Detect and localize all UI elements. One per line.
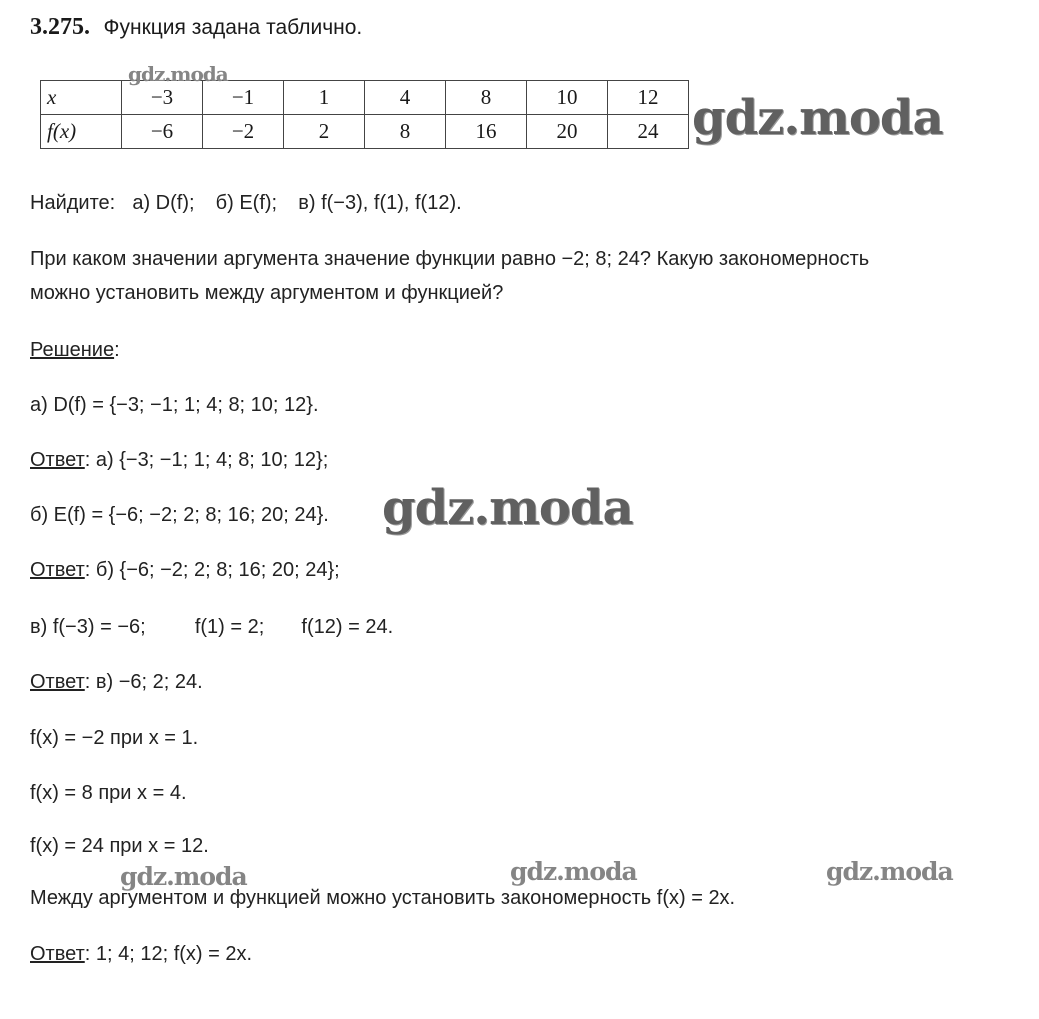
x-cell: 12 bbox=[608, 81, 689, 115]
watermark-logo: gdz.moda bbox=[128, 62, 228, 86]
watermark-logo: gdz.moda bbox=[826, 857, 953, 886]
f-cell: −2 bbox=[203, 115, 284, 149]
find-label: Найдите: bbox=[30, 192, 116, 214]
x-cell: 1 bbox=[284, 81, 365, 115]
solution-label: Решение bbox=[30, 339, 115, 361]
question-line-2: можно установить между аргументом и функцией? bbox=[30, 282, 504, 304]
x-cell: 8 bbox=[446, 81, 527, 115]
result-line-1: f(x) = −2 при x = 1. bbox=[30, 727, 199, 749]
answer-c-line bbox=[30, 671, 203, 694]
watermark-logo: gdz.moda bbox=[120, 862, 247, 891]
pattern-line: Между аргументом и функцией можно установить закономерность f(x) = 2x. bbox=[30, 887, 736, 909]
x-cell: −3 bbox=[122, 81, 203, 115]
x-cell: 10 bbox=[527, 81, 608, 115]
find-a: а) D(f); bbox=[132, 192, 195, 214]
solution-part-c bbox=[30, 616, 393, 639]
result-line-3: f(x) = 24 при x = 12. bbox=[30, 835, 209, 857]
answer-label: Ответ bbox=[30, 449, 85, 471]
answer-label: Ответ bbox=[30, 559, 85, 581]
watermark-logo: gdz.moda bbox=[510, 857, 637, 886]
answer-label: Ответ bbox=[30, 943, 85, 965]
solution-colon: : bbox=[114, 339, 120, 361]
f-row bbox=[41, 115, 689, 149]
answer-c: : в) −6; 2; 24. bbox=[84, 671, 203, 693]
solution-part-b: б) E(f) = {−6; −2; 2; 8; 16; 20; 24}. bbox=[30, 504, 329, 526]
x-cell: −1 bbox=[203, 81, 284, 115]
answer-label: Ответ bbox=[30, 671, 85, 693]
problem-header bbox=[30, 14, 362, 41]
problem-title: Функция задана таблично. bbox=[103, 16, 363, 39]
question-line-1: При каком значении аргумента значение функции равно −2; 8; 24? Какую закономерность bbox=[30, 248, 870, 270]
part-c-3: f(12) = 24. bbox=[301, 616, 394, 638]
find-b: б) E(f); bbox=[215, 192, 278, 214]
answer-a: : а) {−3; −1; 1; 4; 8; 10; 12}; bbox=[84, 449, 329, 471]
f-cell: 8 bbox=[365, 115, 446, 149]
final-answer-line bbox=[30, 943, 252, 966]
answer-b: : б) {−6; −2; 2; 8; 16; 20; 24}; bbox=[84, 559, 340, 581]
f-cell: 20 bbox=[527, 115, 608, 149]
answer-b-line bbox=[30, 559, 340, 582]
answer-a-line bbox=[30, 449, 328, 472]
f-cell: −6 bbox=[122, 115, 203, 149]
f-cell: 16 bbox=[446, 115, 527, 149]
solution-part-a: а) D(f) = {−3; −1; 1; 4; 8; 10; 12}. bbox=[30, 394, 319, 416]
find-c: в) f(−3), f(1), f(12). bbox=[298, 192, 462, 214]
problem-number: 3.275. bbox=[30, 14, 90, 40]
result-line-2: f(x) = 8 при x = 4. bbox=[30, 782, 187, 804]
x-cell: 4 bbox=[365, 81, 446, 115]
function-values-table bbox=[40, 80, 689, 149]
f-cell: 2 bbox=[284, 115, 365, 149]
watermark-logo: gdz.moda bbox=[382, 480, 633, 536]
find-line bbox=[30, 192, 462, 215]
answer-final: : 1; 4; 12; f(x) = 2x. bbox=[84, 943, 253, 965]
f-row-label: f(x) bbox=[41, 115, 122, 149]
part-c-1: в) f(−3) = −6; bbox=[30, 616, 146, 638]
part-c-2: f(1) = 2; bbox=[194, 616, 265, 638]
f-cell: 24 bbox=[608, 115, 689, 149]
watermark-logo: gdz.moda bbox=[692, 90, 943, 146]
solution-heading bbox=[30, 339, 120, 362]
x-row-label: x bbox=[41, 81, 122, 115]
